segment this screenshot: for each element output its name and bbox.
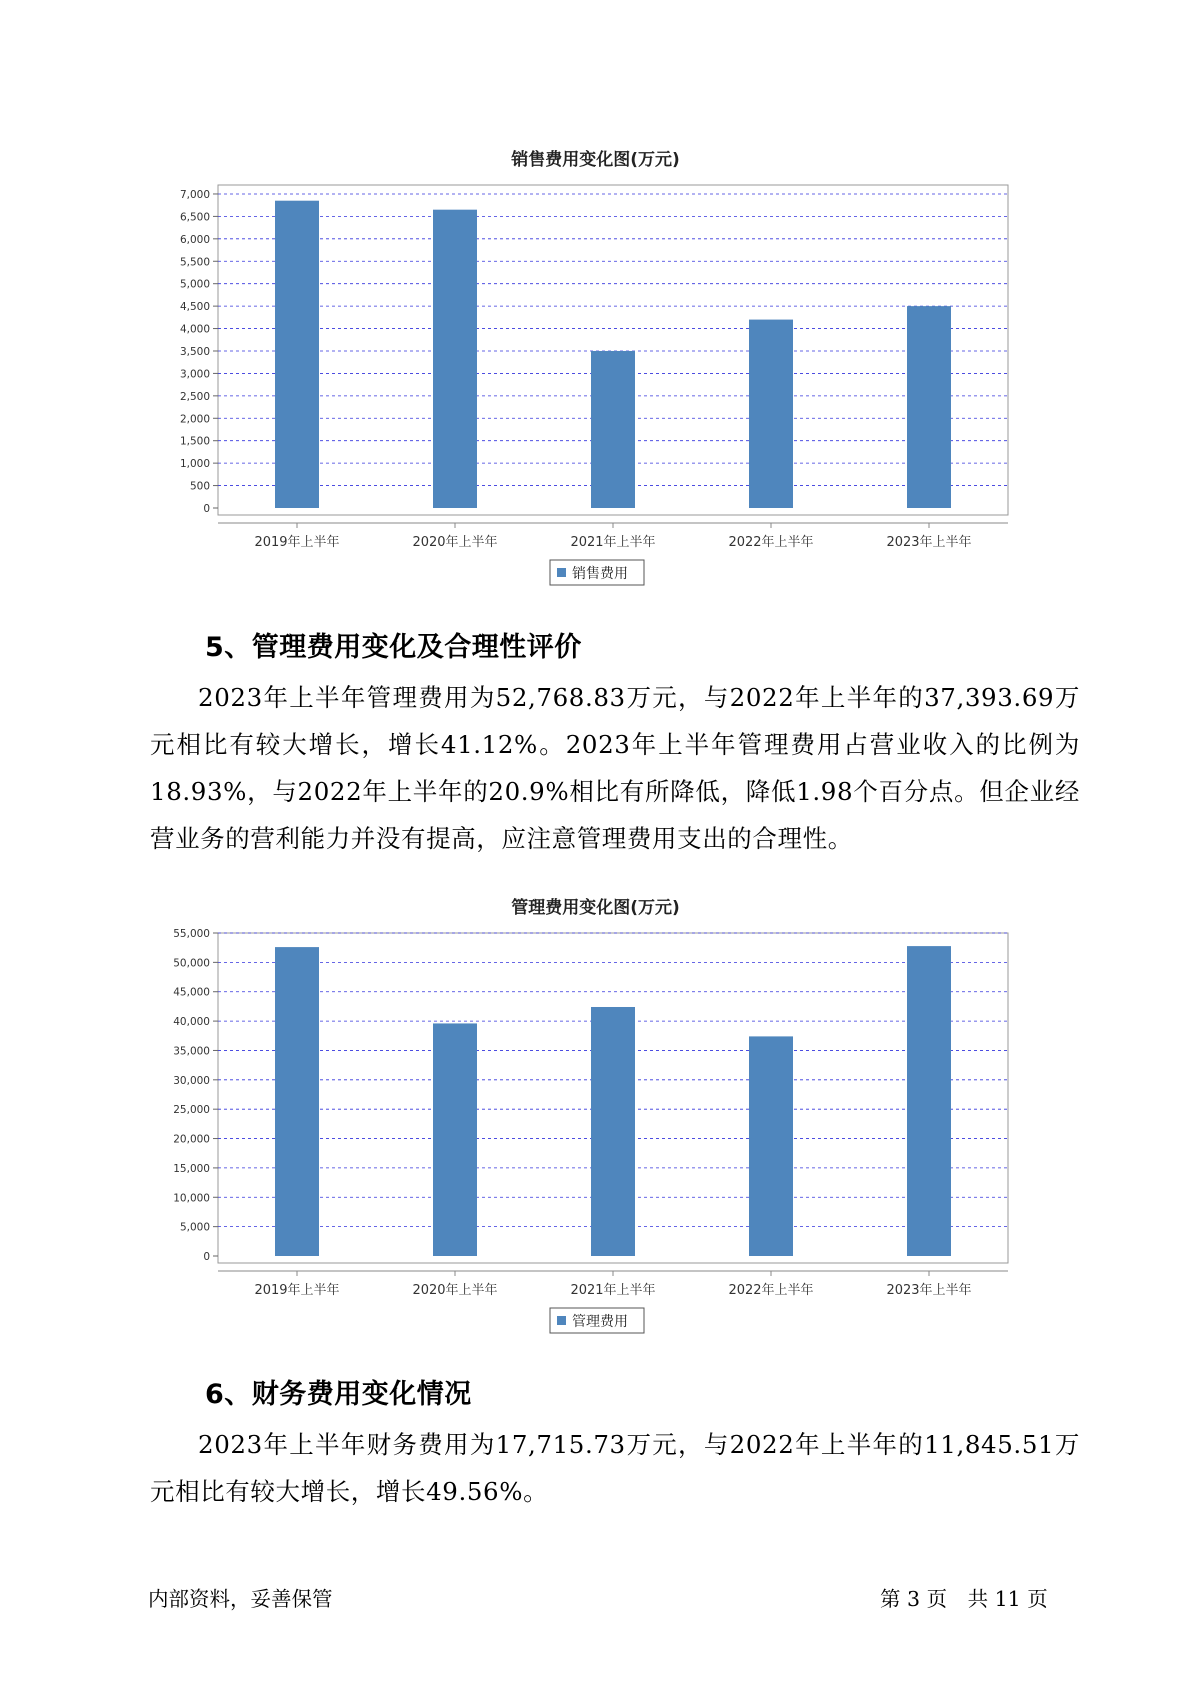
y-tick-label: 6,500 <box>179 211 210 224</box>
bar-3 <box>591 1007 635 1256</box>
x-tick-label: 2022年上半年 <box>728 535 814 550</box>
y-tick-label: 5,000 <box>179 278 210 291</box>
bar-1 <box>275 947 319 1256</box>
x-tick-label: 2022年上半年 <box>728 1283 814 1298</box>
legend-swatch <box>557 568 566 577</box>
y-tick-label: 30,000 <box>173 1074 210 1087</box>
x-tick-label: 2023年上半年 <box>886 535 972 550</box>
y-tick-label: 1,000 <box>179 458 210 471</box>
y-tick-label: 4,500 <box>179 301 210 314</box>
bar-5 <box>907 306 951 508</box>
bar-4 <box>749 320 793 508</box>
y-tick-label: 2,000 <box>179 413 210 426</box>
y-tick-label: 3,000 <box>179 368 210 381</box>
x-tick-label: 2019年上半年 <box>254 1283 340 1298</box>
y-tick-label: 500 <box>189 480 210 493</box>
y-tick-label: 3,500 <box>179 345 210 358</box>
bar-4 <box>749 1036 793 1256</box>
y-tick-label: 0 <box>203 1251 210 1263</box>
section5-paragraph: 2023年上半年管理费用为52,768.83万元，与2022年上半年的37,393.69万元相比有较大增长，增长41.12%。2023年上半年管理费用占营业收入的比例为18.93%，与2022年上半年的20.9%相比有所降低，降低1.98个百分点。但企业经营业务的营利能力并没有提高，应注意管理费用支出的合理性。 <box>150 683 1080 853</box>
x-tick-label: 2019年上半年 <box>254 535 340 550</box>
y-tick-label: 5,000 <box>179 1221 210 1234</box>
x-tick-label: 2021年上半年 <box>570 535 656 550</box>
section5-heading: 5、管理费用变化及合理性评价 <box>205 632 582 663</box>
bar-3 <box>591 351 635 508</box>
y-tick-label: 50,000 <box>173 957 210 970</box>
legend-label: 管理费用 <box>572 1314 628 1330</box>
bar-2 <box>433 210 477 508</box>
y-tick-label: 20,000 <box>173 1133 210 1146</box>
y-tick-label: 15,000 <box>173 1162 210 1175</box>
section6-paragraph: 2023年上半年财务费用为17,715.73万元，与2022年上半年的11,845.51万元相比有较大增长，增长49.56%。 <box>150 1430 1080 1506</box>
y-tick-label: 40,000 <box>173 1016 210 1029</box>
y-tick-label: 6,000 <box>179 233 210 246</box>
y-tick-label: 2,500 <box>179 390 210 403</box>
y-tick-label: 4,000 <box>179 323 210 336</box>
legend-swatch <box>557 1316 566 1325</box>
x-tick-label: 2021年上半年 <box>570 1283 656 1298</box>
bar-5 <box>907 946 951 1256</box>
y-tick-label: 0 <box>203 503 210 515</box>
y-tick-label: 7,000 <box>179 188 210 201</box>
x-tick-label: 2020年上半年 <box>412 535 498 550</box>
bar-2 <box>433 1023 477 1256</box>
y-tick-label: 35,000 <box>173 1045 210 1058</box>
sales-chart-title: 销售费用变化图(万元) <box>511 150 680 170</box>
y-tick-label: 5,500 <box>179 256 210 269</box>
y-tick-label: 10,000 <box>173 1192 210 1205</box>
sales-expense-chart <box>0 170 1191 590</box>
footer-page-number: 第 3 页 共 11 页 <box>880 1587 1048 1611</box>
x-tick-label: 2023年上半年 <box>886 1283 972 1298</box>
y-tick-label: 25,000 <box>173 1104 210 1117</box>
legend-label: 销售费用 <box>572 566 628 582</box>
y-tick-label: 1,500 <box>179 435 210 448</box>
admin-expense-chart <box>0 918 1191 1338</box>
x-tick-label: 2020年上半年 <box>412 1283 498 1298</box>
footer-confidential: 内部资料，妥善保管 <box>148 1587 333 1611</box>
admin-chart-title: 管理费用变化图(万元) <box>511 898 680 918</box>
bar-1 <box>275 201 319 508</box>
section6-heading: 6、财务费用变化情况 <box>205 1379 472 1410</box>
y-tick-label: 55,000 <box>173 928 210 940</box>
y-tick-label: 45,000 <box>173 986 210 999</box>
